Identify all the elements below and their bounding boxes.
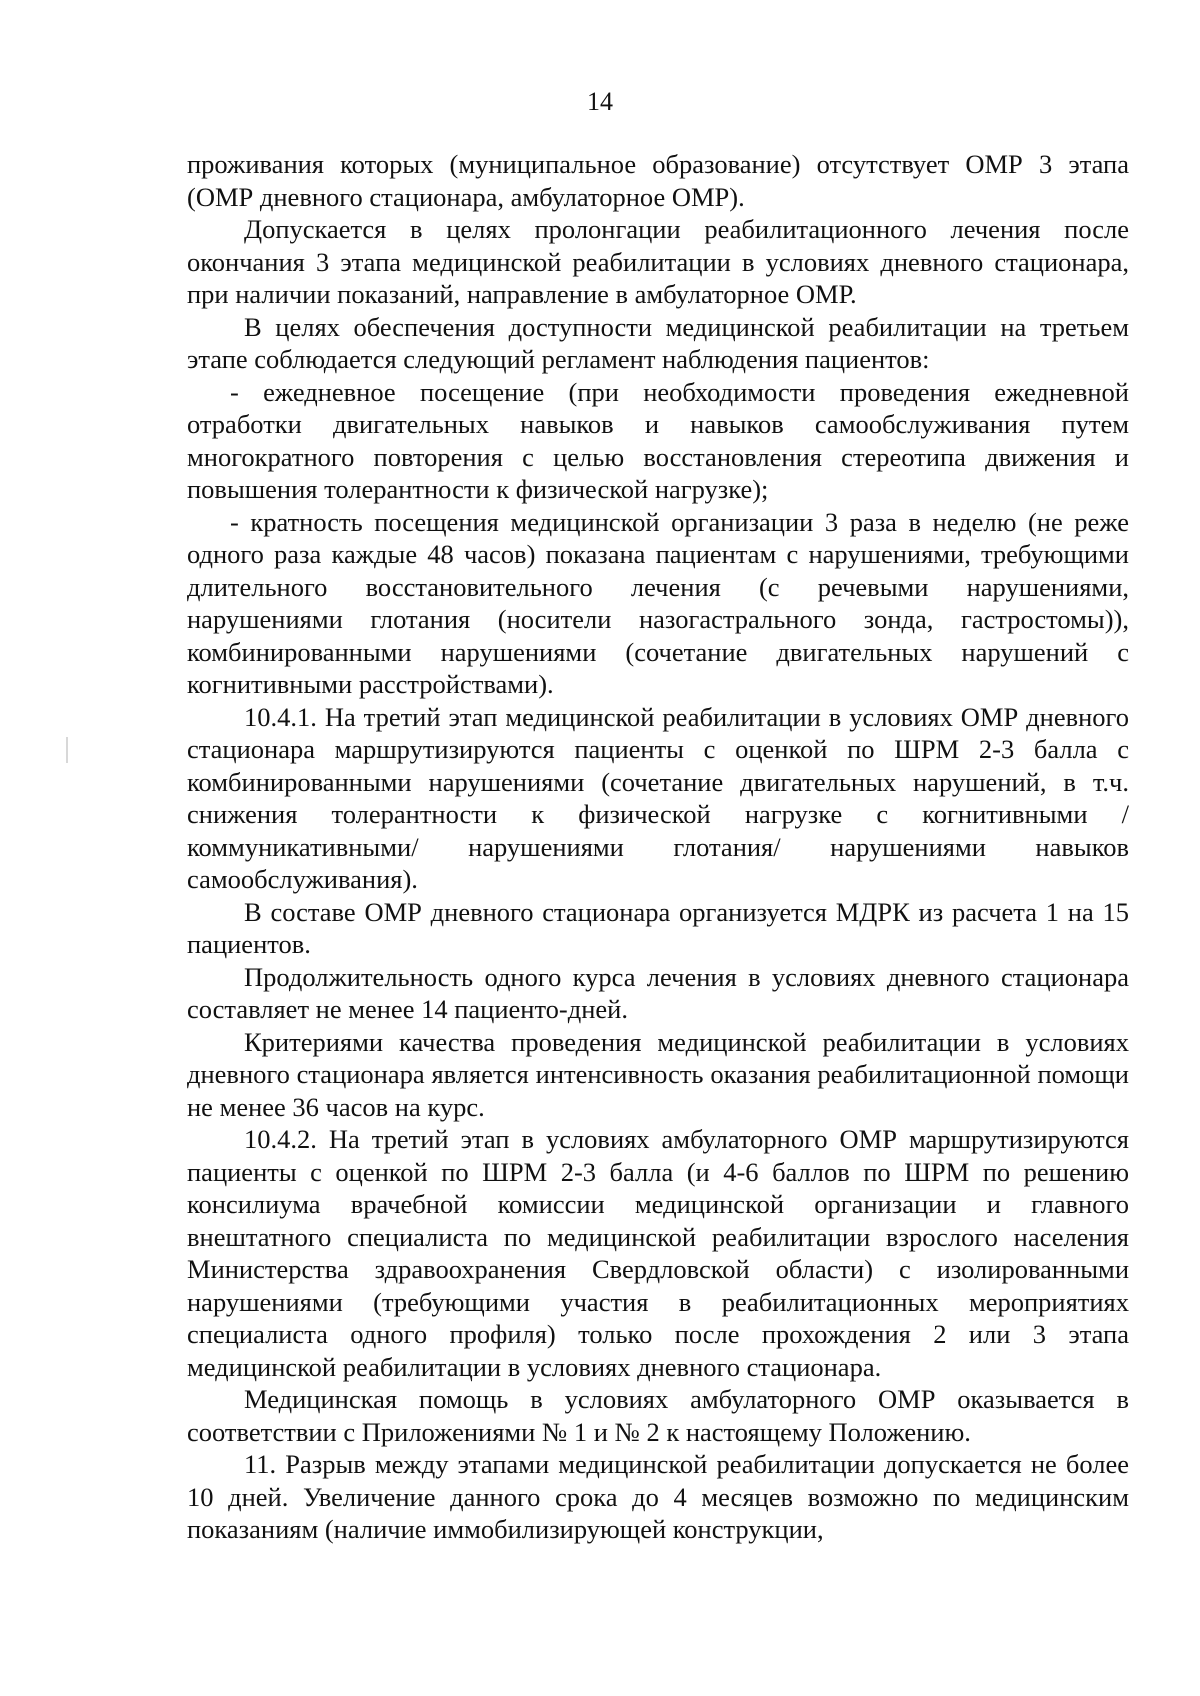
list-item-daily-visit: - ежедневное посещение (при необходимости проведения ежедневной отработки двигательных навыков и навыков самообслуживания путем многократного повторения с целью восстановления стереотипа движения и повышения толерантности к физической нагрузке); [187,376,1129,504]
paragraph-course-duration: Продолжительность одного курса лечения в условиях дневного стационара составляет не менее 14 пациенто-дней. [187,961,1129,1024]
paragraph-access-regulation: В целях обеспечения доступности медицинской реабилитации на третьем этапе соблюдается следующий регламент наблюдения пациентов: [187,311,1129,374]
paragraph-10-4-1: 10.4.1. На третий этап медицинской реабилитации в условиях ОМР дневного стационара маршрутизируются пациенты с оценкой по ШРМ 2-3 балла с комбинированными нарушениями (сочетание двигательных нарушений, в т.ч. снижения толерантности к физической нагрузке с когнитивными /коммуникативными/ нарушениями глотания/ нарушениями навыков самообслуживания). [187,701,1129,894]
paragraph-11: 11. Разрыв между этапами медицинской реабилитации допускается не более 10 дней. Увеличение данного срока до 4 месяцев возможно по медицинским показаниям (наличие иммобилизирующей конструкции, [187,1449,1129,1544]
paragraph-outpatient-care: Медицинская помощь в условиях амбулаторного ОМР оказывается в соответствии с Приложениями № 1 и № 2 к настоящему Положению. [187,1384,1129,1447]
paragraph-prolongation: Допускается в целях пролонгации реабилитационного лечения после окончания 3 этапа медицинской реабилитации в условиях дневного стационара, при наличии показаний, направление в амбулаторное ОМР. [187,214,1129,309]
paragraph-10-4-2: 10.4.2. На третий этап в условиях амбулаторного ОМР маршрутизируются пациенты с оценкой по ШРМ 2-3 балла (и 4-6 баллов по ШРМ по решению консилиума врачебной комиссии медицинской организации и главного внештатного специалиста по медицинской реабилитации взрослого населения Министерства здравоохранения Свердловской области) с изолированными нарушениями (требующими участия в реабилитационных мероприятиях специалиста одного профиля) только после прохождения 2 или 3 этапа медицинской реабилитации в условиях дневного стационара. [187,1124,1129,1382]
paragraph-continuation: проживания которых (муниципальное образование) отсутствует ОМР 3 этапа (ОМР дневного стационара, амбулаторное ОМР). [187,149,1129,212]
paragraph-mdrk-composition: В составе ОМР дневного стационара организуется МДРК из расчета 1 на 15 пациентов. [187,896,1129,959]
paragraph-quality-criteria: Критериями качества проведения медицинской реабилитации в условиях дневного стационара является интенсивность оказания реабилитационной помощи не менее 36 часов на курс. [187,1026,1129,1122]
list-item-visit-frequency: - кратность посещения медицинской организации 3 раза в неделю (не реже одного раза каждые 48 часов) показана пациентам с нарушениями, требующими длительного восстановительного лечения (с речевыми нарушениями, нарушениями глотания (носители назогастрального зонда, гастростомы)), комбинированными нарушениями (сочетание двигательных нарушений с когнитивными расстройствами). [187,506,1129,699]
document-body [187,148,1129,1546]
page-number: 14 [587,87,613,116]
scan-mark [66,737,68,763]
